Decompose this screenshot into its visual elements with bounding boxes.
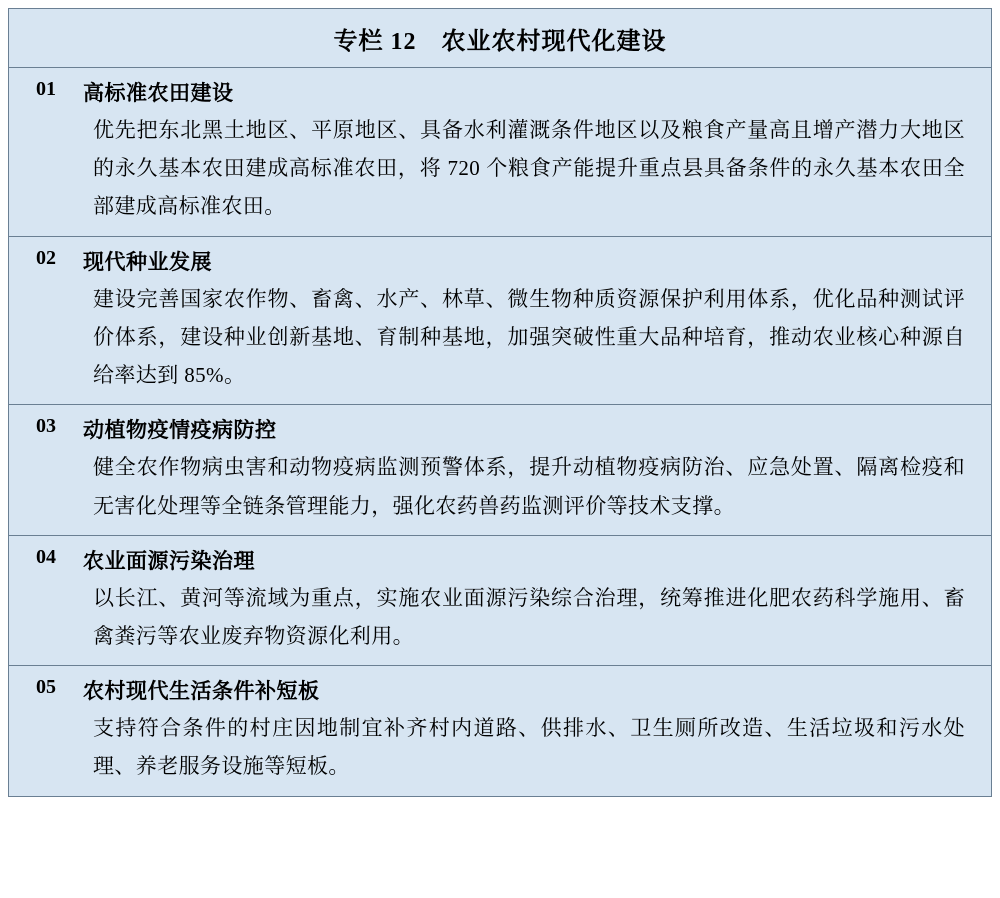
entry-header: [9, 675, 991, 705]
entry-body: 建设完善国家农作物、畜禽、水产、林草、微生物种质资源保护利用体系，优化品种测试评价体系，建设种业创新基地、育制种基地，加强突破性重大品种培育，推动农业核心种源自给率达到 85%。: [93, 286, 965, 388]
entry-body: 健全农作物病虫害和动物疫病监测预警体系，提升动植物疫病防治、应急处置、隔离检疫和无害化处理等全链条管理能力，强化农药兽药监测评价等技术支撑。: [93, 455, 965, 518]
entry-number: 04: [36, 545, 56, 568]
entry-number: 03: [36, 415, 56, 438]
entry-body: 支持符合条件的村庄因地制宜补齐村内道路、供排水、卫生厕所改造、生活垃圾和污水处理、养老服务设施等短板。: [93, 716, 965, 779]
list-item: [9, 666, 991, 795]
box-title-row: [9, 9, 991, 68]
entry-number: 05: [36, 676, 56, 699]
list-item: [9, 237, 991, 406]
list-item: [9, 405, 991, 535]
entry-heading: 高标准农田建设: [83, 81, 234, 105]
list-item: [9, 536, 991, 666]
entry-heading: 现代种业发展: [83, 249, 212, 274]
entry-heading: 农村现代生活条件补短板: [83, 679, 320, 704]
feature-box: [8, 8, 992, 797]
entry-header: [9, 545, 991, 575]
entry-heading: 农业面源污染治理: [83, 548, 255, 573]
entry-body: 以长江、黄河等流域为重点，实施农业面源污染综合治理，统筹推进化肥农药科学施用、畜禽粪污等农业废弃物资源化利用。: [93, 585, 965, 648]
page-title: 专栏 12 农业农村现代化建设: [333, 29, 667, 55]
entry-header: [9, 77, 991, 107]
entry-header: [9, 246, 991, 276]
list-item: [9, 68, 991, 237]
entry-body: 优先把东北黑土地区、平原地区、具备水利灌溉条件地区以及粮食产量高且增产潜力大地区的永久基本农田建成高标准农田，将 720 个粮食产能提升重点县具备条件的永久基本农田全部建成高标准农田。: [93, 118, 965, 219]
entry-heading: 动植物疫情疫病防控: [83, 418, 277, 443]
entry-number: 01: [36, 78, 56, 100]
entry-number: 02: [36, 246, 56, 269]
entry-header: [9, 414, 991, 444]
